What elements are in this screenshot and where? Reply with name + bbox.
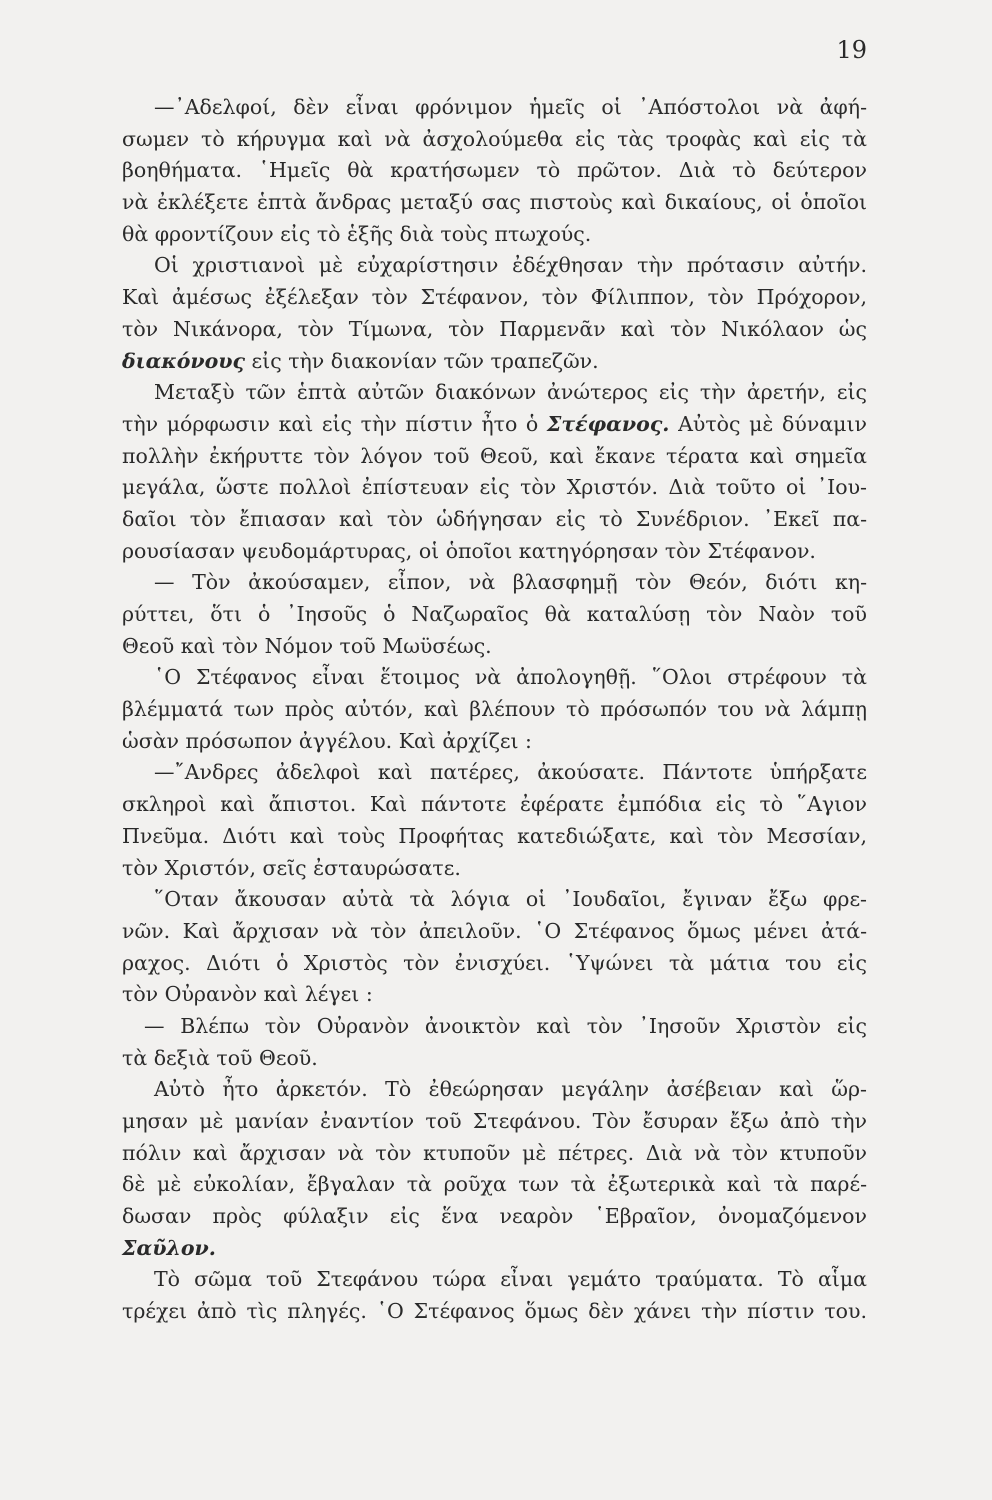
- text-line: —῎Ανδρες ἀδελφοὶ καὶ πατέρες, ἀκούσατε. Πάντοτε ὑπήρξατε: [154, 760, 867, 785]
- text-line: δαῖοι τὸν ἔπιασαν καὶ τὸν ὡδήγησαν εἰς τὸ Συνέδριον. ᾿Εκεῖ πα-: [122, 506, 867, 531]
- emphasis-term: Στέφανος.: [546, 411, 670, 436]
- page-number: 19: [836, 36, 867, 64]
- text-line: νὰ ἐκλέξετε ἑπτὰ ἄνδρας μεταξύ σας πιστοὺς καὶ δικαίους, οἱ ὁποῖοι: [122, 190, 867, 215]
- emphasis-term: Σαῦλον.: [122, 1235, 216, 1260]
- text-line: — Βλέπω τὸν Οὐρανὸν ἀνοικτὸν καὶ τὸν ᾿Ιησοῦν Χριστὸν εἰς: [144, 1013, 867, 1038]
- text-line: ρουσίασαν ψευδομάρτυρας, οἱ ὁποῖοι κατηγόρησαν τὸν Στέφανον.: [122, 538, 816, 563]
- text-line: τὴν μόρφωσιν καὶ εἰς τὴν πίστιν ἦτο ὁ Στέφανος. Αὐτὸς μὲ δύναμιν: [122, 411, 867, 436]
- text-line: τρέχει ἀπὸ τὶς πληγές. ῾Ο Στέφανος ὅμως δὲν χάνει τὴν πίστιν του.: [122, 1299, 867, 1324]
- text-line: μησαν μὲ μανίαν ἐναντίον τοῦ Στεφάνου. Τὸν ἔσυραν ἔξω ἀπὸ τὴν: [122, 1109, 867, 1133]
- text-line: ῞Οταν ἄκουσαν αὐτὰ τὰ λόγια οἱ ᾿Ιουδαῖοι, ἔγιναν ἔξω φρε-: [154, 887, 867, 912]
- text-line: μεγάλα, ὥστε πολλοὶ ἐπίστευαν εἰς τὸν Χριστόν. Διὰ τοῦτο οἱ ᾿Ιου-: [122, 475, 867, 500]
- text-line: τὸν Χριστόν, σεῖς ἐσταυρώσατε.: [122, 855, 461, 880]
- text-line: θὰ φροντίζουν εἰς τὸ ἑξῆς διὰ τοὺς πτωχούς.: [122, 221, 592, 246]
- text-line: διακόνους εἰς τὴν διακονίαν τῶν τραπεζῶν.: [122, 348, 599, 373]
- text-line: δωσαν πρὸς φύλαξιν εἰς ἕνα νεαρὸν ῾Εβραῖον, ὀνομαζόμενον: [122, 1204, 867, 1229]
- text-line: βλέμματά των πρὸς αὐτόν, καὶ βλέπουν τὸ πρόσωπόν του νὰ λάμπῃ: [122, 697, 867, 722]
- text-line: —᾿Αδελφοί, δὲν εἶναι φρόνιμον ἡμεῖς οἱ ᾿Απόστολοι νὰ ἀφή-: [154, 95, 867, 119]
- text-line: Οἱ χριστιανοὶ μὲ εὐχαρίστησιν ἐδέχθησαν τὴν πρότασιν αὐτήν.: [154, 253, 867, 278]
- text-line: βοηθήματα. ῾Ημεῖς θὰ κρατήσωμεν τὸ πρῶτον. Διὰ τὸ δεύτερον: [122, 158, 867, 183]
- emphasis-term: διακόνους: [122, 348, 246, 373]
- text-line: ρύττει, ὅτι ὁ ᾿Ιησοῦς ὁ Ναζωραῖος θὰ καταλύσῃ τὸν Ναὸν τοῦ: [122, 602, 867, 626]
- text-line: πολλὴν ἐκήρυττε τὸν λόγον τοῦ Θεοῦ, καὶ ἔκανε τέρατα καὶ σημεῖα: [122, 443, 867, 468]
- text-line: σκληροὶ καὶ ἄπιστοι. Καὶ πάντοτε ἐφέρατε ἐμπόδια εἰς τὸ ῞Αγιον: [122, 792, 867, 817]
- text-line: Θεοῦ καὶ τὸν Νόμον τοῦ Μωϋσέως.: [122, 633, 492, 658]
- text-line: Τὸ σῶμα τοῦ Στεφάνου τώρα εἶναι γεμάτο τραύματα. Τὸ αἷμα: [154, 1267, 867, 1292]
- text-line: σωμεν τὸ κήρυγμα καὶ νὰ ἀσχολούμεθα εἰς τὰς τροφὰς καὶ εἰς τὰ: [122, 126, 867, 151]
- text-line: τὸν Νικάνορα, τὸν Τίμωνα, τὸν Παρμενᾶν καὶ τὸν Νικόλαον ὡς: [122, 316, 867, 341]
- text-line: Αὐτὸ ἦτο ἀρκετόν. Τὸ ἐθεώρησαν μεγάλην ἀσέβειαν καὶ ὥρ-: [154, 1077, 867, 1102]
- body-text: [122, 92, 867, 1328]
- text-line: — Τὸν ἀκούσαμεν, εἶπον, νὰ βλασφημῇ τὸν Θεόν, διότι κη-: [154, 570, 867, 595]
- text-line: Καὶ ἀμέσως ἐξέλεξαν τὸν Στέφανον, τὸν Φίλιππον, τὸν Πρόχορον,: [122, 285, 867, 310]
- text-line: [122, 1233, 867, 1265]
- text-line: τὸν Οὐρανὸν καὶ λέγει :: [122, 982, 373, 1007]
- text-line: δὲ μὲ εὐκολίαν, ἔβγαλαν τὰ ροῦχα των τὰ ἐξωτερικὰ καὶ τὰ παρέ-: [122, 1172, 867, 1197]
- text-line: νῶν. Καὶ ἄρχισαν νὰ τὸν ἀπειλοῦν. ῾Ο Στέφανος ὅμως μένει ἀτά-: [122, 918, 867, 943]
- text-line: πόλιν καὶ ἄρχισαν νὰ τὸν κτυποῦν μὲ πέτρες. Διὰ νὰ τὸν κτυποῦν: [122, 1140, 867, 1165]
- text-line: ὡσὰν πρόσωπον ἀγγέλου. Καὶ ἀρχίζει :: [122, 728, 532, 753]
- text-line: τὰ δεξιὰ τοῦ Θεοῦ.: [122, 1045, 318, 1070]
- text-line: Πνεῦμα. Διότι καὶ τοὺς Προφήτας κατεδιώξατε, καὶ τὸν Μεσσίαν,: [122, 823, 867, 848]
- text-line: ῾Ο Στέφανος εἶναι ἕτοιμος νὰ ἀπολογηθῇ. ῞Ολοι στρέφουν τὰ: [154, 665, 867, 690]
- text-line: ραχος. Διότι ὁ Χριστὸς τὸν ἐνισχύει. ῾Υψώνει τὰ μάτια του εἰς: [122, 950, 867, 975]
- text-line: Μεταξὺ τῶν ἑπτὰ αὐτῶν διακόνων ἀνώτερος εἰς τὴν ἀρετήν, εἰς: [154, 380, 867, 405]
